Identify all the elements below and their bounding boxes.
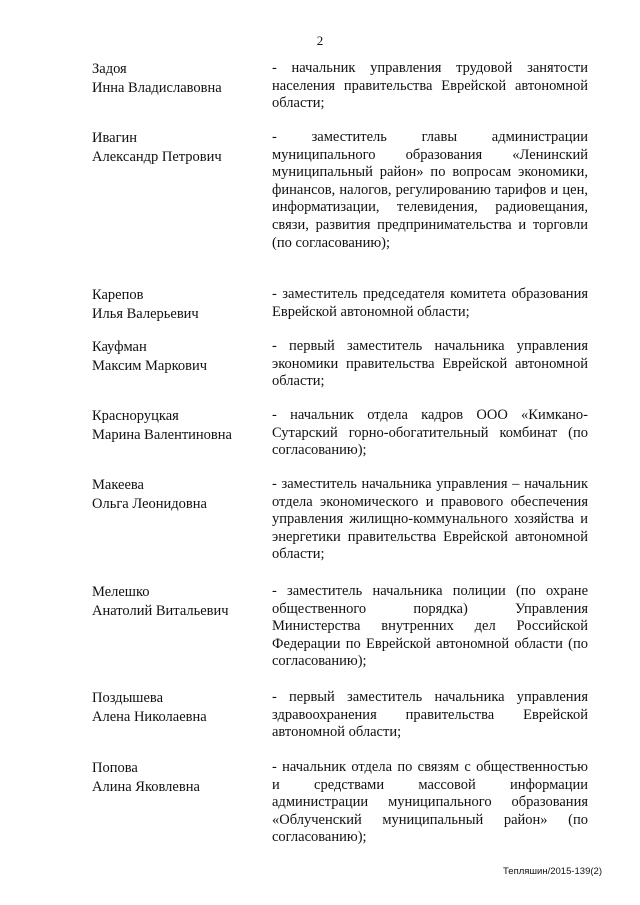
member-position: - заместитель главы администрации муниципального образования «Ленинский муниципальный район» по вопросам экономики, финансов, налогов, регулированию тарифов и цен, информатизации, телевидения, радиовещания, связи, развития предпринимательства и торговли (по согласованию); (272, 129, 588, 251)
member-surname: Попова (92, 760, 138, 776)
member-person (92, 129, 267, 167)
member-person (92, 759, 267, 797)
member-person (92, 583, 267, 621)
member-position: - заместитель начальника полиции (по охране общественного порядка) Управления Министерства внутренних дел Российской Федерации по Еврейской автономной области (по согласованию); (272, 583, 588, 670)
member-position: - начальник управления трудовой занятости населения правительства Еврейской автономной области; (272, 60, 588, 112)
member-surname: Ивагин (92, 130, 138, 146)
member-person (92, 476, 267, 514)
member-surname: Макеева (92, 477, 144, 493)
member-surname: Поздышева (92, 690, 163, 706)
member-name: Максим Маркович (92, 358, 208, 374)
member-name: Александр Петрович (92, 149, 222, 165)
member-name: Алина Яковлевна (92, 779, 200, 795)
member-person (92, 407, 267, 445)
member-position: - заместитель начальника управления – начальник отдела экономического и правового обеспечения управления жилищно-коммунального хозяйства и энергетики правительства Еврейской автономной области; (272, 476, 588, 563)
member-position: - первый заместитель начальника управления здравоохранения правительства Еврейской автономной области; (272, 689, 588, 741)
member-name: Илья Валерьевич (92, 306, 199, 322)
member-surname: Задоя (92, 61, 127, 77)
member-name: Инна Владиславовна (92, 80, 222, 96)
member-surname: Мелешко (92, 584, 150, 600)
member-name: Анатолий Витальевич (92, 603, 229, 619)
member-position: - заместитель председателя комитета образования Еврейской автономной области; (272, 286, 588, 320)
member-position: - начальник отдела по связям с общественностью и средствами массовой информации администрации муниципального образования «Облученский муниципальный район» (по согласованию); (272, 759, 588, 846)
member-surname: Кауфман (92, 339, 147, 355)
member-surname: Красноруцкая (92, 408, 179, 424)
member-name: Ольга Леонидовна (92, 496, 207, 512)
member-position: - первый заместитель начальника управления экономики правительства Еврейской автономной области; (272, 338, 588, 390)
member-name: Марина Валентиновна (92, 427, 232, 443)
document-footer-ref: Тепляшин/2015-139(2) (503, 866, 602, 877)
member-person (92, 286, 267, 324)
member-position: - начальник отдела кадров ООО «Кимкано-Сутарский горно-обогатительный комбинат (по согласованию); (272, 407, 588, 459)
member-name: Алена Николаевна (92, 709, 207, 725)
page-number: 2 (316, 33, 324, 48)
member-person (92, 60, 267, 98)
member-person (92, 338, 267, 376)
member-person (92, 689, 267, 727)
member-surname: Карепов (92, 287, 144, 303)
